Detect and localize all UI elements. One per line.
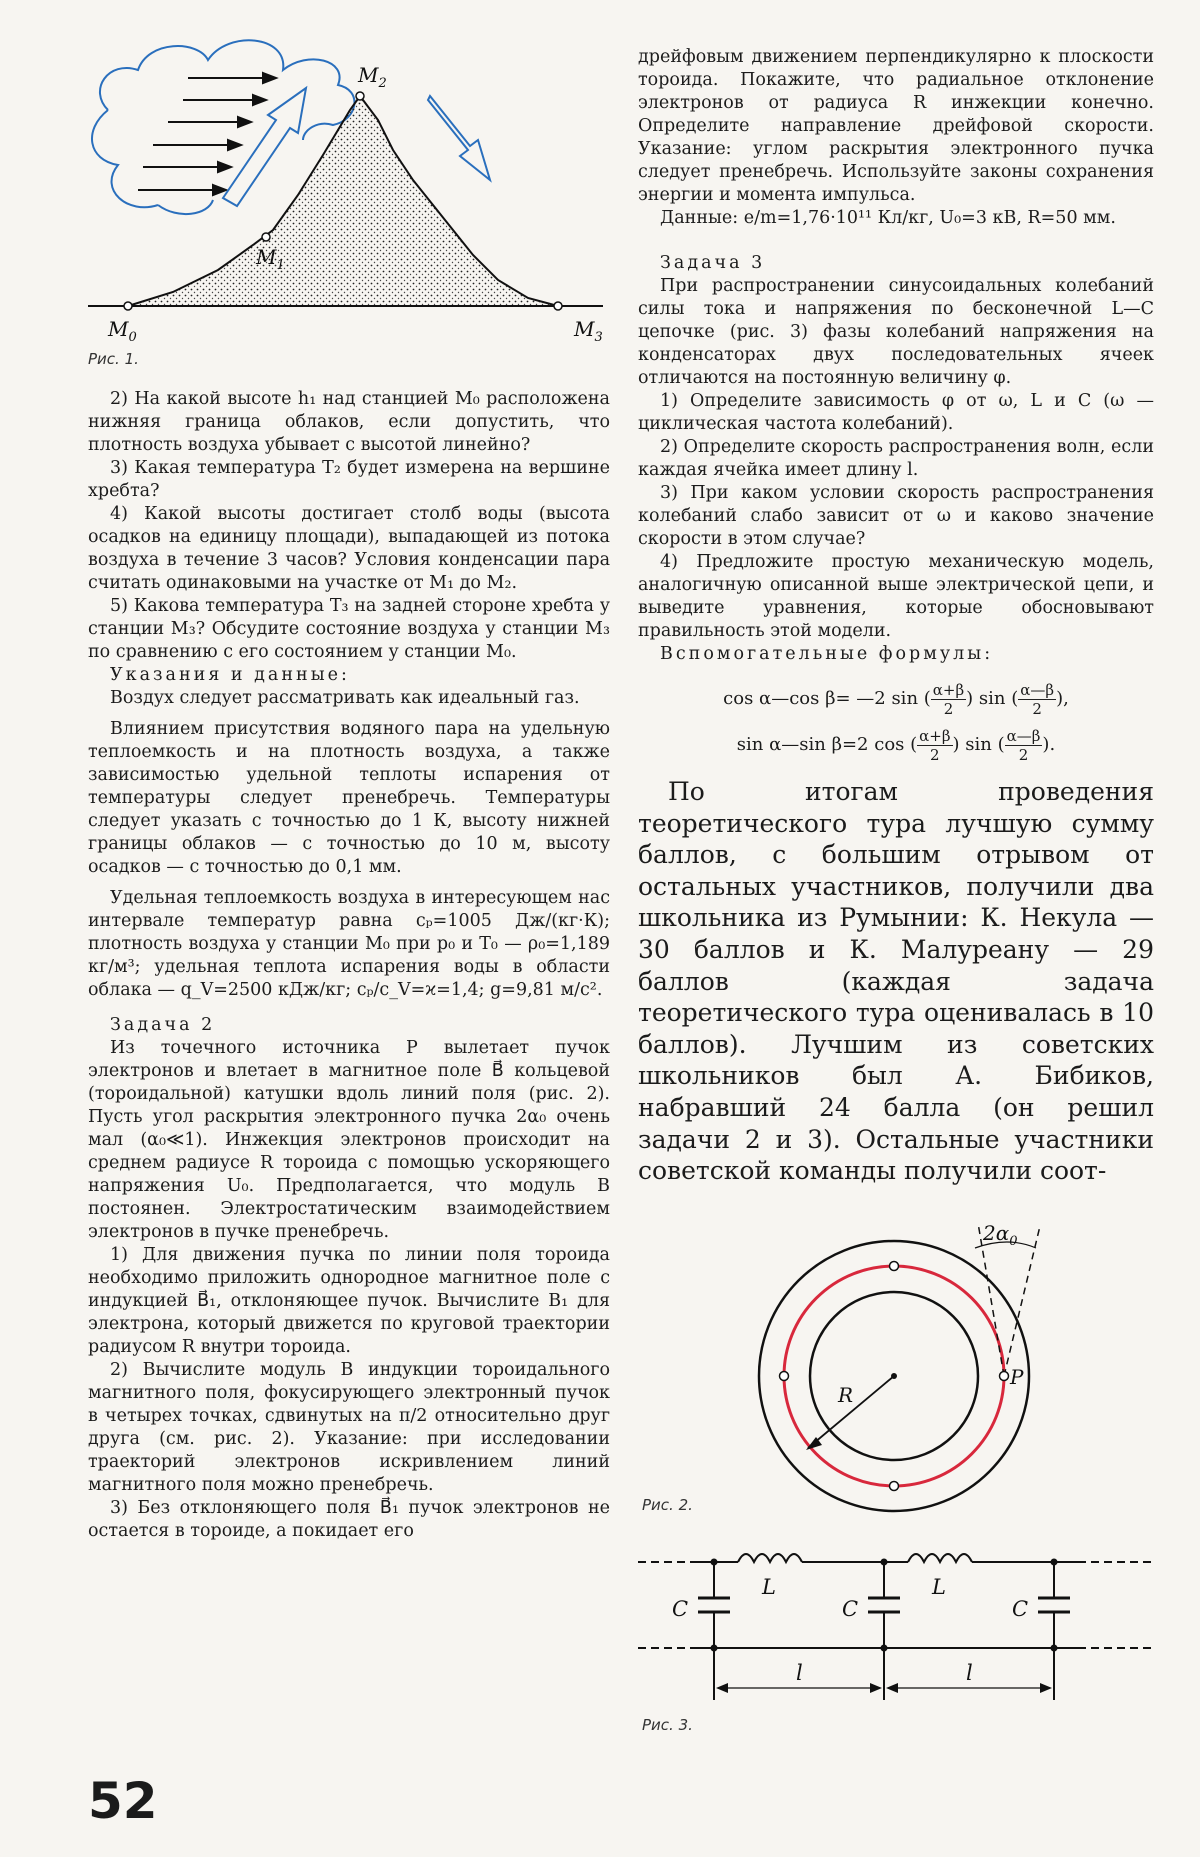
task-3-q3: 3) При каком условии скорость распространения колебаний слабо зависит от ω и каково значение скорости в этом случае?: [638, 483, 1154, 549]
radius-label: R: [838, 1383, 854, 1407]
figure-1-caption: Рис. 1.: [88, 350, 139, 368]
task-2-q2: 2) Вычислите модуль B индукции тороидального магнитного поля, фокусирующего электронный пучок в четырех точках, сдвинутых на π/2 относительно друг друга (см. рис. 2). Указание: при исследовании траекторий электронов искривлением линий магнитного поля можно пренебречь.: [88, 1360, 610, 1495]
task-2-intro: Из точечного источника P вылетает пучок электронов и влетает в магнитное поле B⃗ кольцевой (тороидальной) катушки вдоль линий поля (рис. 2). Пусть угол раскрытия электронного пучка 2α₀ очень мал (α₀≪1). Инжекция электронов происходит на среднем радиусе R тороида с помощью ускоряющего напряжения U₀. Предполагается, что модуль B постоянен. Электростатическим взаимодействием электронов в пучке пренебречь.: [88, 1038, 610, 1242]
inductor-1: [738, 1554, 802, 1562]
capacitor-label-2: C: [842, 1597, 859, 1621]
p-label: P: [1010, 1365, 1024, 1389]
question-4: 4) Какой высоты достигает столб воды (высота осадков на единицу площади), выпадающей из потока воздуха в течение 3 часов? Условия конденсации пара считать одинаковыми на участке от M₁ до M₂.: [88, 504, 610, 593]
capacitor-label-1: C: [672, 1597, 689, 1621]
task-2-q3: 3) Без отклоняющего поля B⃗₁ пучок электронов не остается в тороиде, а покидает его: [88, 1498, 610, 1541]
question-3: 3) Какая температура T₂ будет измерена на вершине хребта?: [88, 458, 610, 501]
task-3-q4: 4) Предложите простую механическую модель, аналогичную описанной выше электрической цепи, и выведите уравнения, которые обосновывают правильность этой модели.: [638, 552, 1154, 641]
figure-2-toroid: [638, 1218, 1154, 1518]
figure-2-caption: Рис. 2.: [642, 1496, 693, 1514]
station-m2-marker: [356, 92, 364, 100]
focus-point-bottom: [890, 1482, 899, 1491]
page-number: 52: [88, 1772, 158, 1830]
focus-point-top: [890, 1262, 899, 1271]
task-2-data: Данные: e/m=1,76·10¹¹ Кл/кг, U₀=3 кВ, R=50 мм.: [660, 208, 1116, 228]
hints-heading: Указания и данные:: [110, 665, 350, 685]
task-3-heading: Задача 3: [660, 253, 766, 273]
question-5: 5) Какова температура T₃ на задней стороне хребта у станции M₃? Обсудите состояние воздуха у станции M₃ по сравнению с его состоянием у станции M₀.: [88, 596, 610, 662]
figure-1-mountain: [88, 30, 610, 350]
hint-1: Воздух следует рассматривать как идеальный газ.: [110, 688, 580, 708]
source-point-p: [1000, 1372, 1009, 1381]
label-m3: $M_3$: [574, 317, 603, 345]
hint-2: Влиянием присутствия водяного пара на удельную теплоемкость и на плотность воздуха, а также зависимостью удельной теплоты испарения от температуры следует пренебречь. Температуры следует указать с точностью до 1 К, высоту нижней границы облаков — с точностью до 10 м, высоту осадков — с точностью до 0,1 мм.: [88, 719, 610, 877]
inductor-label-2: L: [932, 1575, 946, 1599]
task-2-heading: Задача 2: [110, 1015, 216, 1035]
task-2-q1: 1) Для движения пучка по линии поля тороида необходимо приложить однородное магнитное поле с индукцией B⃗₁, отклоняющее пучок. Вычислите B₁ для электрона, который движется по круговой траектории радиусом R внутри тороида.: [88, 1245, 610, 1357]
question-2: 2) На какой высоте h₁ над станцией M₀ расположена нижняя граница облаков, если допустить, что плотность воздуха убывает с высотой линейно?: [88, 389, 610, 455]
capacitor-label-3: C: [1012, 1597, 1029, 1621]
cell-length-label-2: l: [966, 1661, 973, 1685]
formula-1: cos α—cos β= —2 sin ( $\frac{\alpha+\beta}{2}$ ) sin ( $\frac{\alpha—\beta}{2}$ ),: [723, 680, 1069, 718]
label-m0: $M_0$: [108, 317, 137, 345]
task-3-q2: 2) Определите скорость распространения волн, если каждая ячейка имеет длину l.: [638, 437, 1154, 480]
cell-length-label-1: l: [796, 1661, 803, 1685]
label-m1: $M_1$: [256, 245, 285, 273]
hint-3: Удельная теплоемкость воздуха в интересующем нас интервале температур равна cₚ=1005 Дж/(кг·К); плотность воздуха у станции M₀ при p₀ и T₀ — ρ₀=1,189 кг/м³; удельная теплота испарения воды в области облака — q_V=2500 кДж/кг; cₚ/c_V=ϰ=1,4; g=9,81 м/с².: [88, 888, 610, 1000]
olympiad-summary: По итогам проведения теоретического тура лучшую сумму баллов, с большим отрывом от остальных участников, получили два школьника из Румынии: К. Некула — 30 баллов и К. Малуреану — 29 баллов (каждая задача теоретического тура оценивалась в 10 баллов). Лучшим из советских школьников был А. Бибиков, набравший 24 балла (он решил задачи 2 и 3). Остальные участники советской команды получили соот-: [638, 777, 1154, 1186]
task-3-q1: 1) Определите зависимость φ от ω, L и C (ω — циклическая частота колебаний).: [638, 391, 1154, 434]
focus-point-left: [780, 1372, 789, 1381]
figure-3-lc-chain: [638, 1540, 1154, 1720]
station-m3-marker: [554, 302, 562, 310]
angle-label: $2\alpha_0$: [983, 1221, 1018, 1249]
figure-3-caption: Рис. 3.: [642, 1716, 693, 1734]
label-m2: $M_2$: [358, 63, 387, 91]
formulas-heading: Вспомогательные формулы:: [660, 644, 994, 664]
station-m1-marker: [262, 233, 270, 241]
mountain-ridge: [128, 96, 558, 306]
wind-arrows: [138, 73, 276, 195]
station-m0-marker: [124, 302, 132, 310]
inductor-2: [908, 1554, 972, 1562]
formula-2: sin α—sin β=2 cos ( $\frac{\alpha+\beta}{2}$ ) sin ( $\frac{\alpha—\beta}{2}$ ).: [736, 726, 1056, 764]
task-3-intro: При распространении синусоидальных колебаний силы тока и напряжения по бесконечной L—C цепочке (рис. 3) фазы колебаний напряжения на конденсаторах двух последовательных ячеек отличаются на постоянную величину φ.: [638, 276, 1154, 388]
task-2-q3-continued: дрейфовым движением перпендикулярно к плоскости тороида. Покажите, что радиальное отклонение электронов от радиуса R инжекции конечно. Определите направление дрейфовой скорости. Указание: углом раскрытия электронного пучка следует пренебречь. Используйте законы сохранения энергии и момента импульса.: [638, 47, 1154, 205]
inductor-label-1: L: [762, 1575, 776, 1599]
